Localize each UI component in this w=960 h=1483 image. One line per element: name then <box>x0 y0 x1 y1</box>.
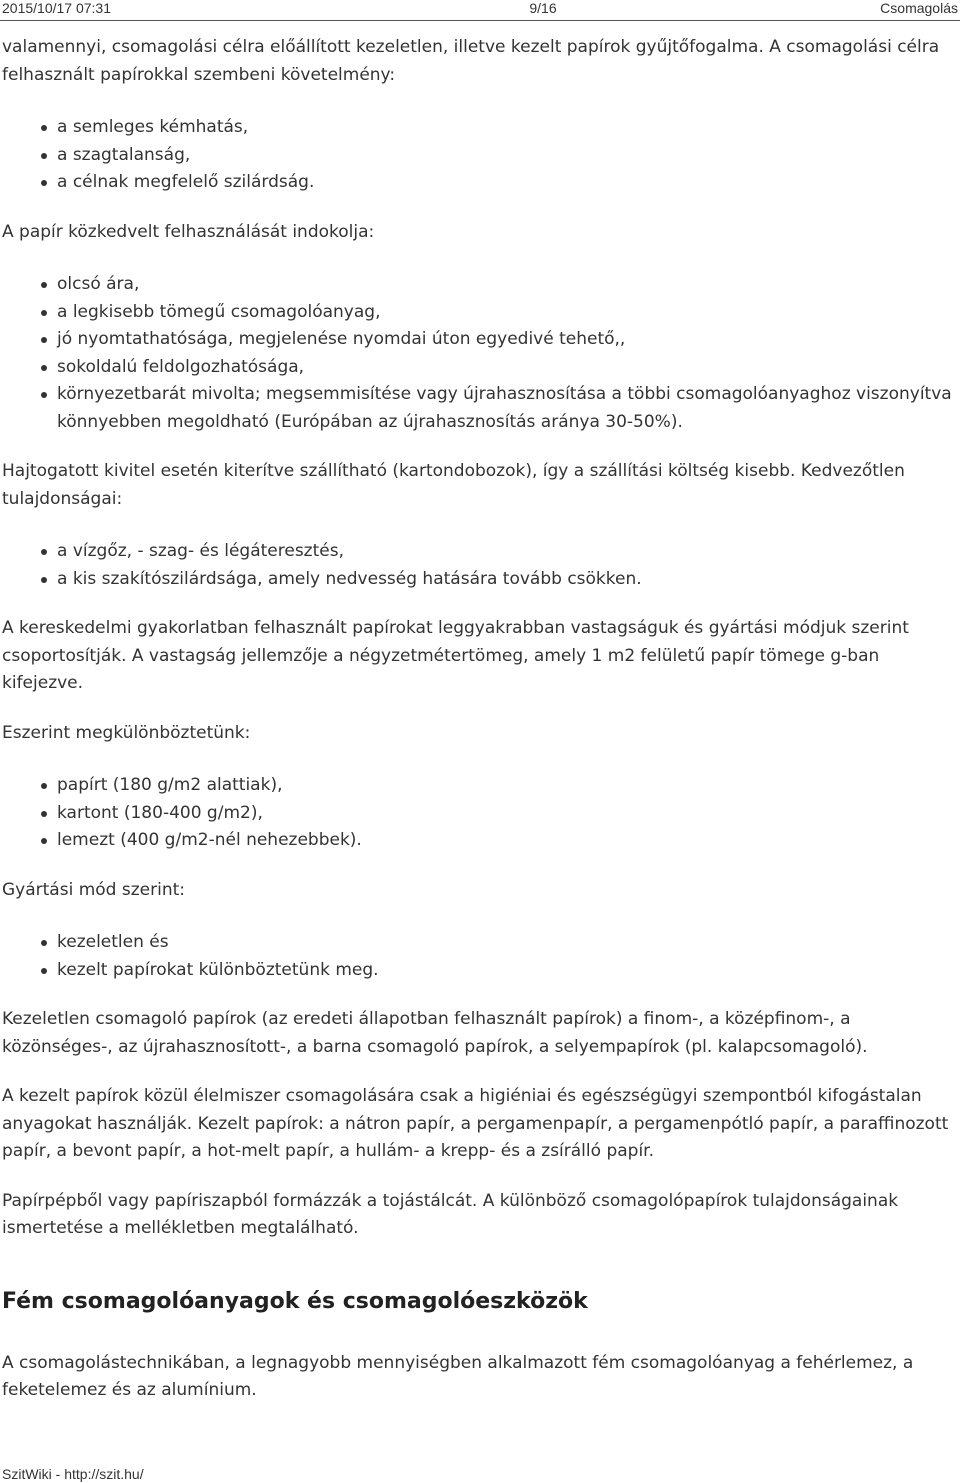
paragraph-manufacturing-lead: Gyártási mód szerint: <box>2 879 185 900</box>
paragraph-intro: valamennyi, csomagolási célra előállított kezeletlen, illetve kezelt papírok gyűjtőfogalma. A csomagolási célra felhasznált papírokkal szembeni követelmény: <box>2 37 940 85</box>
paragraph-classification: A kereskedelmi gyakorlatban felhasznált papírokat leggyakrabban vastagságuk és gyártási módjuk szerint csoportosítják. A vastagság jellemzője a négyzetmétertömeg, amely 1 m2 felületű papír tömege g-ban kifejezve. <box>2 618 909 693</box>
list-item: kartont (180-400 g/m2), <box>57 800 958 828</box>
paragraph-egg-tray: Papírpépből vagy papíriszapból formázzák a tojástálcát. A különböző csomagolópapírok tulajdonságainak ismertetése a mellékletben megtalálható. <box>2 1190 899 1238</box>
disadvantages-list <box>2 538 958 593</box>
requirements-list <box>2 114 958 197</box>
list-item: kezelt papírokat különböztetünk meg. <box>57 957 958 985</box>
list-item: a célnak megfelelő szilárdság. <box>57 169 958 197</box>
list-item: kezeletlen és <box>57 929 958 957</box>
list-item: a legkisebb tömegű csomagolóanyag, <box>57 299 958 327</box>
list-item: papírt (180 g/m2 alattiak), <box>57 772 958 800</box>
list-item: környezetbarát mivolta; megsemmisítése vagy újrahasznosítása a többi csomagolóanyaghoz viszonyítva könnyebben megoldható (Európában az újrahasznosítás aránya 30-50%). <box>57 381 958 436</box>
list-item: a kis szakítószilárdsága, amely nedvesség hatására tovább csökken. <box>57 566 958 594</box>
reasons-list <box>2 271 958 436</box>
page-header <box>0 0 960 21</box>
paragraph-distinguish-lead: Eszerint megkülönböztetünk: <box>2 722 251 743</box>
thickness-list <box>2 772 958 855</box>
list-item: lemezt (400 g/m2-nél nehezebbek). <box>57 827 958 855</box>
page-footer: SzitWiki - http://szit.hu/ <box>2 1466 144 1482</box>
paragraph-metal: A csomagolástechnikában, a legnagyobb mennyiségben alkalmazott fém csomagolóanyag a fehérlemez, a feketelemez és az alumínium. <box>2 1352 914 1400</box>
header-page-number: 9/16 <box>529 0 557 16</box>
list-item: a szagtalanság, <box>57 142 958 170</box>
header-title: Csomagolás <box>880 0 958 16</box>
paragraph-reasons-lead: A papír közkedvelt felhasználását indokolja: <box>2 221 375 242</box>
paragraph-treated: A kezelt papírok közül élelmiszer csomagolására csak a higiéniai és egészségügyi szempontból kifogástalan anyagokat használják. Kezelt papírok: a nátron papír, a pergamenpapír, a pergamenpótló papír, a paraffinozott papír, a bevont papír, a hot-melt papír, a hullám- a krepp- és a zsírálló papír. <box>2 1086 949 1161</box>
document-body <box>2 34 958 1405</box>
paragraph-untreated: Kezeletlen csomagoló papírok (az eredeti állapotban felhasznált papírok) a finom-, a középfinom-, a közönséges-, az újrahasznosított-, a barna csomagoló papírok, a selyempapírok (pl. kalapcsomagoló). <box>2 1009 868 1057</box>
list-item: olcsó ára, <box>57 271 958 299</box>
list-item: sokoldalú feldolgozhatósága, <box>57 354 958 382</box>
section-heading: Fém csomagolóanyagok és csomagolóeszközök <box>2 1288 588 1314</box>
header-datetime: 2015/10/17 07:31 <box>2 0 111 16</box>
list-item: a semleges kémhatás, <box>57 114 958 142</box>
list-item: a vízgőz, - szag- és légáteresztés, <box>57 538 958 566</box>
manufacturing-list <box>2 929 958 984</box>
list-item: jó nyomtathatósága, megjelenése nyomdai úton egyedivé tehető,, <box>57 326 958 354</box>
paragraph-folded: Hajtogatott kivitel esetén kiterítve szállítható (kartondobozok), így a szállítási költség kisebb. Kedvezőtlen tulajdonságai: <box>2 461 905 509</box>
